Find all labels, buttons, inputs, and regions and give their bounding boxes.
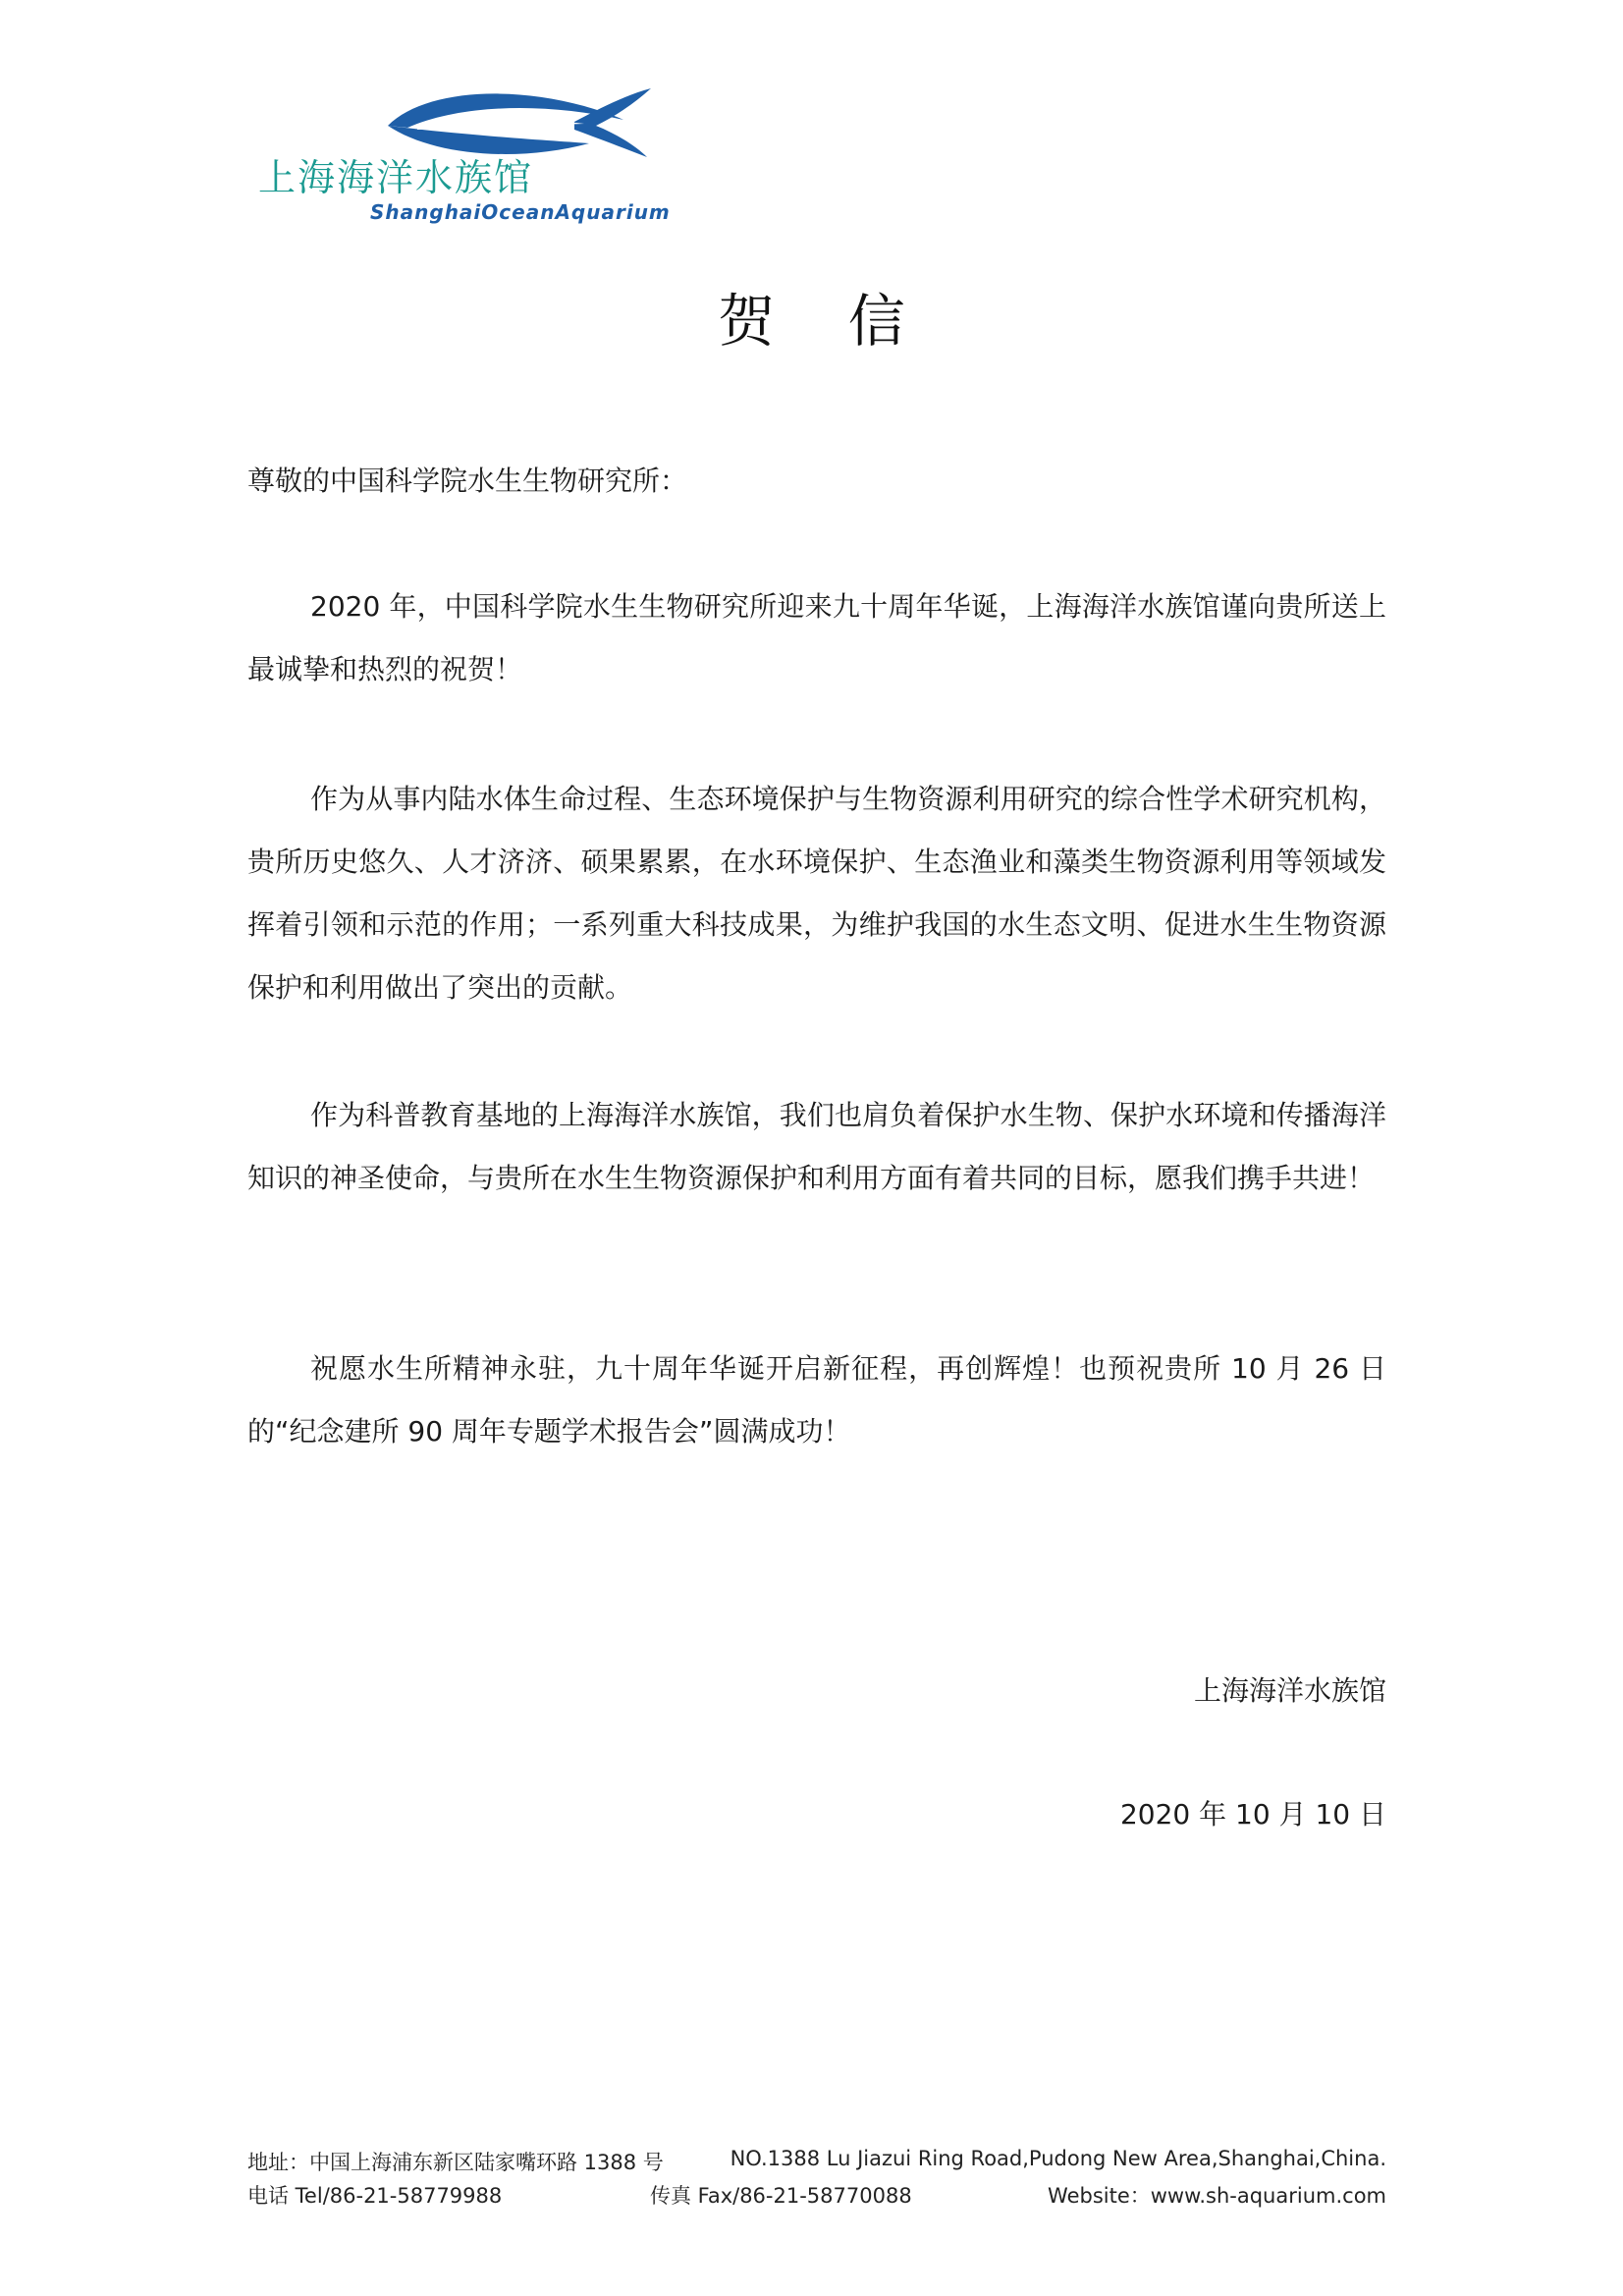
- footer-address-row: [247, 2147, 1386, 2176]
- paragraph-4: 祝愿水生所精神永驻，九十周年华诞开启新征程，再创辉煌！也预祝贵所 10 月 26 日的“纪念建所 90 周年专题学术报告会”圆满成功！: [247, 1352, 1386, 1448]
- paragraph-3: 作为科普教育基地的上海海洋水族馆，我们也肩负着保护水生物、保护水环境和传播海洋知识的神圣使命，与贵所在水生生物资源保护和利用方面有着共同的目标，愿我们携手共进！: [247, 1099, 1386, 1194]
- footer-tel: 电话 Tel/86-21-58779988: [247, 2184, 503, 2208]
- logo-english-name: ShanghaiOceanAquarium: [370, 200, 671, 224]
- logo-chinese-name: 上海海洋水族馆: [258, 156, 534, 199]
- salutation: 尊敬的中国科学院水生生物研究所：: [247, 465, 688, 497]
- footer-contact-row: [247, 2180, 1386, 2210]
- letter-title: 贺 信: [718, 288, 933, 355]
- paragraph-2: 作为从事内陆水体生命过程、生态环境保护与生物资源利用研究的综合性学术研究机构，贵所历史悠久、人才济济、硕果累累，在水环境保护、生态渔业和藻类生物资源利用等领域发挥着引领和示范的作用；一系列重大科技成果，为维护我国的水生态文明、促进水生生物资源保护和利用做出了突出的贡献。: [247, 783, 1386, 1004]
- footer-fax: 传真 Fax/86-21-58770088: [650, 2184, 912, 2208]
- paragraph-1: 2020 年，中国科学院水生生物研究所迎来九十周年华诞，上海海洋水族馆谨向贵所送上最诚挚和热烈的祝贺！: [247, 590, 1386, 685]
- letter-date: 2020 年 10 月 10 日: [1119, 1798, 1386, 1831]
- footer-address-cn: 地址：中国上海浦东新区陆家嘴环路 1388 号: [247, 2151, 664, 2174]
- footer-website[interactable]: Website：www.sh-aquarium.com: [1048, 2184, 1386, 2208]
- shanghai-ocean-aquarium-logo: [250, 86, 671, 234]
- signature: 上海海洋水族馆: [1193, 1674, 1386, 1707]
- footer-address-en: NO.1388 Lu Jiazui Ring Road,Pudong New Area,Shanghai,China.: [730, 2147, 1386, 2170]
